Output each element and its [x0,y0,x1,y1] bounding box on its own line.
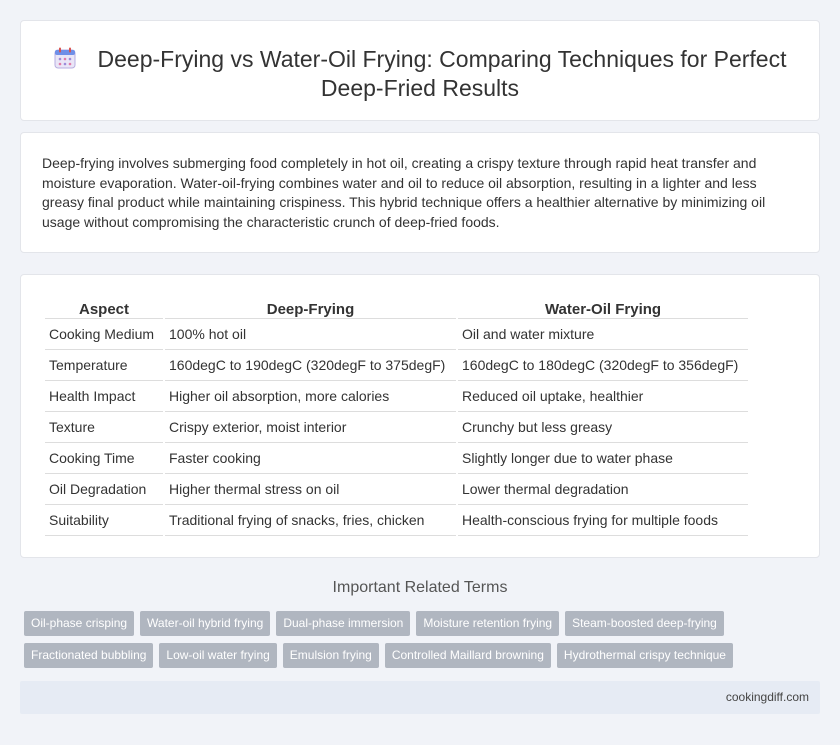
header-aspect: Aspect [45,297,163,319]
page-title [21,45,819,103]
cell-water-oil-frying: Lower thermal degradation [458,474,748,505]
page-title-text: Deep-Frying vs Water-Oil Frying: Comparing Techniques for Perfect Deep-Fried Results [97,46,787,101]
tag-low-oil-water-frying[interactable]: Low-oil water frying [159,643,276,668]
table-row [45,443,748,474]
cell-water-oil-frying: Slightly longer due to water phase [458,443,748,474]
tag-row-1 [24,611,814,636]
table-row [45,381,748,412]
cell-water-oil-frying: Oil and water mixture [458,319,748,350]
calendar-icon [54,47,76,69]
intro-paragraph: Deep-frying involves submerging food completely in hot oil, creating a crispy texture through rapid heat transfer and moisture evaporation. Water-oil-frying combines water and oil to reduce oil absorption, resulting in a lighter and less greasy final product while maintaining crispiness. This hybrid technique offers a healthier alternative by minimizing oil usage without compromising the characteristic crunch of deep-fried foods. [42,155,766,230]
table-row [45,505,748,536]
table-row [45,319,748,350]
footer-site-link[interactable]: cookingdiff.com [725,690,809,704]
tag-controlled-maillard-browning[interactable]: Controlled Maillard browning [385,643,551,668]
header-card [20,20,820,121]
tag-moisture-retention-frying[interactable]: Moisture retention frying [416,611,559,636]
cell-deep-frying: 100% hot oil [165,319,456,350]
tag-dual-phase-immersion[interactable]: Dual-phase immersion [276,611,410,636]
cell-water-oil-frying: Reduced oil uptake, healthier [458,381,748,412]
header-water-oil-frying: Water-Oil Frying [458,297,748,319]
cell-aspect: Cooking Medium [45,319,163,350]
cell-deep-frying: 160degC to 190degC (320degF to 375degF) [165,350,456,381]
cell-deep-frying: Crispy exterior, moist interior [165,412,456,443]
table-header-row [45,297,748,319]
tag-steam-boosted-deep-frying[interactable]: Steam-boosted deep-frying [565,611,724,636]
tag-water-oil-hybrid-frying[interactable]: Water-oil hybrid frying [140,611,270,636]
cell-deep-frying: Higher thermal stress on oil [165,474,456,505]
cell-aspect: Suitability [45,505,163,536]
cell-water-oil-frying: Crunchy but less greasy [458,412,748,443]
cell-aspect: Cooking Time [45,443,163,474]
table-row [45,412,748,443]
comparison-card [20,274,820,558]
cell-water-oil-frying: 160degC to 180degC (320degF to 356degF) [458,350,748,381]
related-terms-title: Important Related Terms [332,579,508,596]
related-terms-tags [24,611,814,675]
tag-fractionated-bubbling[interactable]: Fractionated bubbling [24,643,153,668]
cell-deep-frying: Higher oil absorption, more calories [165,381,456,412]
table-row [45,350,748,381]
tag-row-2 [24,643,814,668]
cell-water-oil-frying: Health-conscious frying for multiple foods [458,505,748,536]
cell-aspect: Oil Degradation [45,474,163,505]
cell-deep-frying: Traditional frying of snacks, fries, chicken [165,505,456,536]
tag-hydrothermal-crispy-technique[interactable]: Hydrothermal crispy technique [557,643,733,668]
comparison-table [43,297,750,536]
tag-emulsion-frying[interactable]: Emulsion frying [283,643,379,668]
footer [20,681,820,714]
cell-aspect: Health Impact [45,381,163,412]
header-deep-frying: Deep-Frying [165,297,456,319]
title-wrap [21,45,819,103]
intro-card [20,132,820,253]
cell-deep-frying: Faster cooking [165,443,456,474]
cell-aspect: Texture [45,412,163,443]
table-row [45,474,748,505]
tag-oil-phase-crisping[interactable]: Oil-phase crisping [24,611,134,636]
cell-aspect: Temperature [45,350,163,381]
